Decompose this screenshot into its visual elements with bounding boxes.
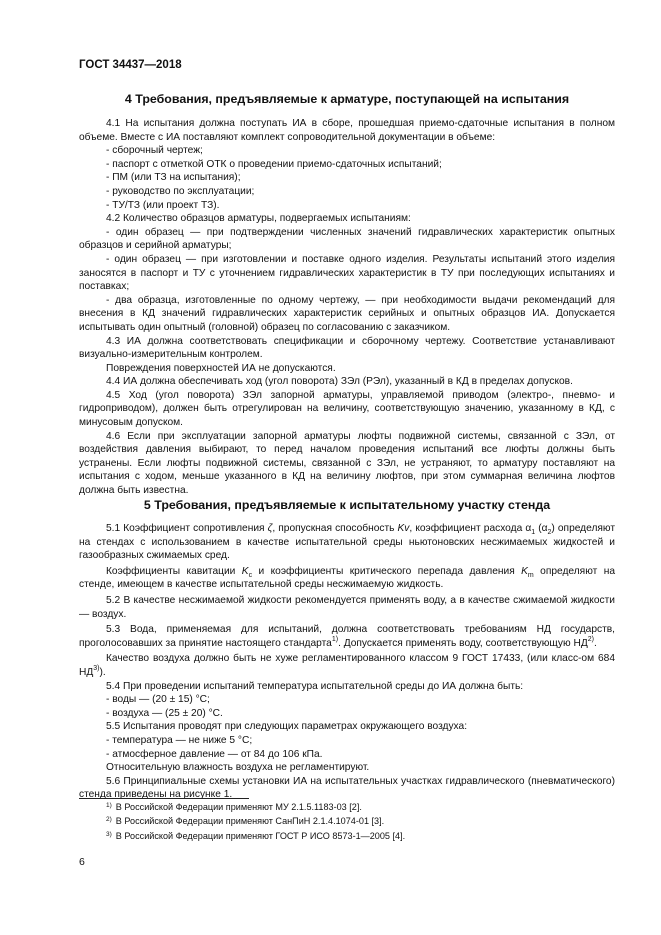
section-4-body	[79, 117, 615, 498]
subscript: m	[527, 571, 534, 579]
footnote-ref: 3)	[93, 665, 100, 673]
paragraph-4-3: 4.3 ИА должна соответствовать спецификации и сборочному чертежу. Соответствие устанавливают визуально-измерительным контролем.	[79, 335, 615, 361]
k-symbol: K	[241, 565, 249, 577]
list-item: - воды — (20 ± 15) °С;	[106, 694, 210, 706]
text-run: и коэффициенты критического перепада давления	[252, 565, 522, 577]
paragraph-4-1: 4.1 На испытания должна поступать ИА в сборе, прошедшая приемо-сдаточные испытания в полном объеме. Вместе с ИА поставляют комплект сопроводительной документации в объеме:	[79, 118, 615, 143]
text-run: ) определяют на стендах с использованием в качестве испытательной среды ньютоновских несжимаемых жидкостей и газообразных сжимаемых сред.	[79, 523, 615, 562]
footnote-mark: 3)	[106, 830, 112, 838]
paragraph-5-2: 5.2 В качестве несжимаемой жидкости рекомендуется применять воду, а в качестве сжимаемой жидкости — воздух.	[79, 594, 615, 620]
footnote	[106, 830, 606, 844]
paragraph-5-1-cavitation	[79, 565, 615, 592]
footnote-ref: 2)	[587, 635, 594, 643]
text-run: , пропускная способность	[272, 523, 398, 534]
text-run: . Допускается применять воду, соответствующую НД	[338, 637, 588, 649]
text-run: , коэффициент расхода	[409, 523, 526, 534]
paragraph-4-4: 4.4 ИА должна обеспечивать ход (угол поворота) ЗЭл (РЭл), указанный в КД в пределах допусков.	[106, 376, 573, 388]
paragraph-5-4: 5.4 При проведении испытаний температура испытательной среды до ИА должна быть:	[106, 680, 524, 692]
list-item: - руководство по эксплуатации;	[106, 185, 255, 197]
list-item: - ПМ (или ТЗ на испытания);	[106, 172, 241, 184]
footnote-text: В Российской Федерации применяют СанПиН 2.1.4.1074-01 [3].	[115, 816, 385, 827]
paragraph-5-5: 5.5 Испытания проводят при следующих параметрах окружающего воздуха:	[106, 721, 468, 733]
list-item: - атмосферное давление — от 84 до 106 кПа.	[106, 748, 323, 760]
text-run: 5.3 Вода, применяемая для испытаний, должна соответствовать требованиям НД государств, проголосовавших за принятие настоящего стандарта	[79, 624, 615, 649]
list-item: - температура — не ниже 5 °С;	[106, 734, 253, 746]
paragraph-5-1	[79, 522, 615, 563]
text-run: .	[593, 637, 597, 649]
paragraph-4-5: 4.5 Ход (угол поворота) ЗЭл запорной арматуры, управляемой приводом (электро-, пневмо- и гидроприводом), должен быть отрегулирован на величину, соответствующую значению, указанному в КД, с минусовым допуском.	[79, 389, 615, 429]
text-run: 5.1 Коэффициент сопротивления	[106, 523, 268, 534]
paragraph-4-6: 4.6 Если при эксплуатации запорной арматуры люфты подвижной системы, связанной с ЗЭл, от воздействия давления выбирают, то перед началом проведения испытаний все люфты должны быть устранены. Если люфты подвижной системы, связанной с ЗЭл, не устраняют, то арматуру поставляют на испытания с ходом, меньше указанного в КД на величину люфтов, при этом суммарная величина люфтов должна быть известна.	[79, 430, 615, 497]
footnote	[106, 815, 606, 829]
list-item: - паспорт с отметкой ОТК о проведении приемо-сдаточных испытаний;	[106, 158, 442, 170]
subscript: c	[248, 571, 253, 579]
list-item: - воздуха — (25 ± 20) °С.	[106, 707, 223, 719]
text-run: Качество воздуха должно быть не хуже регламентированного классом 9 ГОСТ 17433, (или класс-ом 684 НД	[79, 653, 615, 678]
footnote-mark: 2)	[106, 816, 112, 824]
subscript: 1	[531, 529, 536, 537]
footnote-text: В Российской Федерации применяют ГОСТ Р ИСО 8573-1—2005 [4].	[115, 830, 406, 841]
paragraph-4-3-note: Повреждения поверхностей ИА не допускаются.	[106, 362, 336, 374]
list-item: - сборочный чертеж;	[106, 145, 203, 157]
list-item: - два образца, изготовленные по одному чертежу, — при необходимости выдачи рекомендаций для внесения в КД значений гидравлических характеристик серийных и опытных образцов ИА. Допускается испытывать один опытный (головной) образец по согласованию с заказчиком.	[79, 294, 615, 333]
zeta-symbol: ζ	[267, 523, 273, 534]
section-5-title: 5 Требования, предъявляемые к испытательному участку стенда	[143, 498, 551, 512]
paragraph-air-quality	[79, 652, 615, 679]
paragraph-4-2: 4.2 Количество образцов арматуры, подвергаемых испытаниям:	[106, 213, 411, 225]
text-run: ).	[99, 666, 106, 678]
footnote-separator	[79, 798, 249, 799]
subscript: 2	[547, 529, 552, 537]
paragraph-humidity: Относительную влажность воздуха не регламентируют.	[106, 762, 370, 774]
page-number: 6	[79, 856, 85, 868]
alpha-symbol: α	[541, 523, 548, 534]
alpha-symbol: α	[525, 523, 532, 534]
footnote-text: В Российской Федерации применяют МУ 2.1.5.1183-03 [2].	[115, 802, 362, 812]
kv-symbol: Kv	[397, 523, 410, 534]
section-5-body	[79, 522, 615, 802]
footnote-mark: 1)	[106, 802, 112, 809]
list-item: - ТУ/ТЗ (или проект ТЗ).	[106, 199, 220, 211]
document-code: ГОСТ 34437—2018	[79, 59, 182, 71]
footnote	[106, 801, 606, 815]
list-item: - один образец — при изготовлении и поставке одного изделия. Результаты испытаний этого изделия заносятся в паспорт и ТУ с уточнением гидравлических характеристик в ТУ при последующих испытаниях и поставках;	[79, 253, 615, 293]
footnotes	[106, 801, 606, 844]
text-run: (	[535, 523, 542, 534]
paragraph-5-3	[79, 623, 615, 650]
section-4-title: 4 Требования, предъявляемые к арматуре, поступающей на испытания	[124, 92, 570, 106]
paragraph-5-6: 5.6 Принципиальные схемы установки ИА на испытательных участках гидравлического (пневматического) стенда приведены на рисунке 1.	[79, 775, 615, 801]
list-item: - один образец — при подтверждении численных значений гидравлических характеристик опытных образцов и серийной арматуры;	[79, 226, 615, 252]
k-symbol: K	[521, 565, 528, 577]
footnote-ref: 1)	[331, 635, 339, 643]
text-run: определяют на стенде, имеющем в качестве испытательной среды несжимаемую жидкость.	[79, 565, 615, 591]
text-run: Коэффициенты кавитации	[106, 565, 242, 577]
